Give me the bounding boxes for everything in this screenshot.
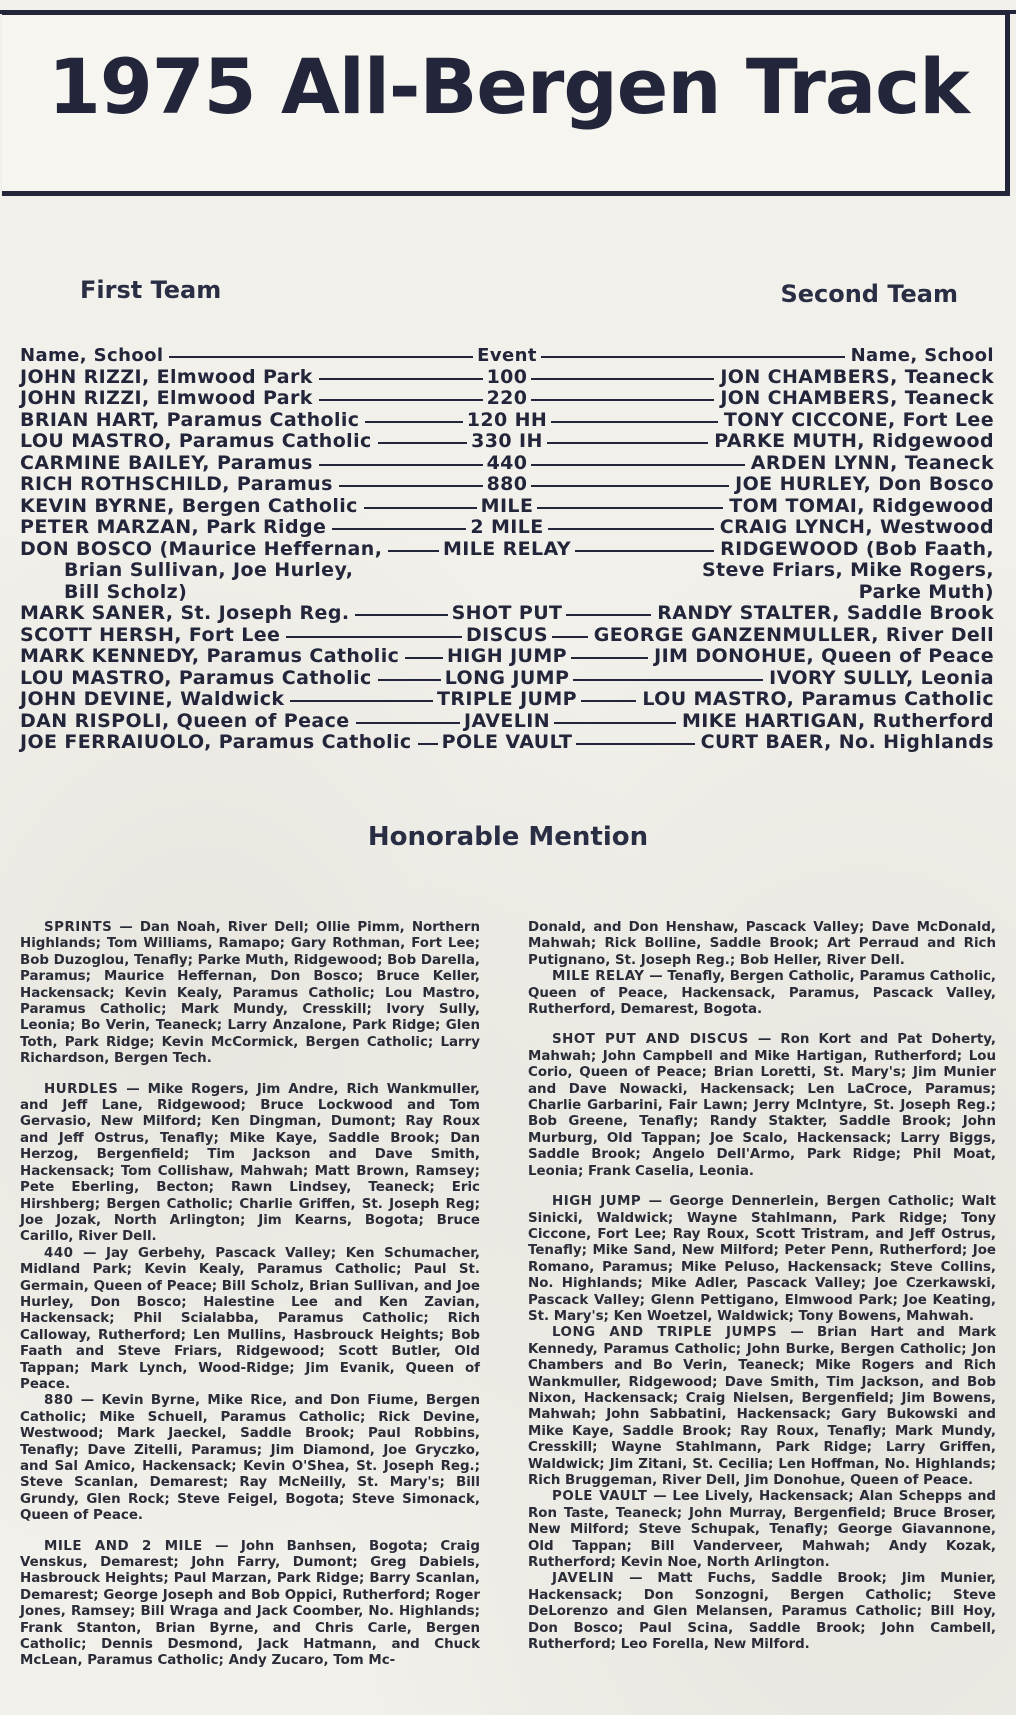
second-team-heading: Second Team	[780, 280, 958, 308]
honorable-mention-text: — Dan Noah, River Dell; Ollie Pimm, Northern Highlands; Tom Williams, Ramapo; Gary Rothman, Fort Lee; Bob Duzoglou, Tenafly; Parke Muth, Ridgewood; Bob Darella, Paramus; Maurice Heffernan, Don Bosco; Bruce Keller, Hackensack; Kevin Kealy, Paramus Catholic; Lou Mastro, Paramus Catholic; Mark Mundy, Cresskill; Ivory Sully, Leonia; Bo Verin, Teaneck; Larry Anzalone, Park Ridge; Glen Toth, Park Ridge; Kevin McCormick, Bergen Catholic; Larry Richardson, Bergen Tech.	[20, 920, 480, 1067]
connector-line	[356, 722, 460, 724]
first-team-entry: DAN RISPOLI, Queen of Peace	[20, 709, 350, 732]
honorable-mention-text: — George Dennerlein, Bergen Catholic; Walt Sinicki, Waldwick; Wayne Stahlmann, Park Ridge; Tony Ciccone, Fort Lee; Ray Roux, Scott Tristram, and Jeff Ostrus, Tenafly; Mike Sand, New Milford; Peter Penn, Rutherford; Joe Romano, Paramus; Mike Peluso, Hackensack; Steve Collins, No. Highlands; Mike Adler, Pascack Valley; Joe Czerkawski, Pascack Valley; Glenn Pettigano, Elmwood Park; Joe Keating, St. Mary's; Ken Woetzel, Waldwick; Tony Bowens, Mahwah.	[528, 1194, 996, 1324]
connector-line	[319, 464, 483, 466]
results-table	[20, 345, 994, 754]
second-team-entry: MIKE HARTIGAN, Rutherford	[681, 709, 994, 732]
table-row	[20, 539, 994, 561]
honorable-mention-paragraph	[20, 1246, 480, 1394]
connector-line	[575, 550, 714, 552]
table-row	[20, 453, 994, 475]
connector-line	[537, 507, 723, 509]
second-team-entry: Steve Friars, Mike Rogers,	[701, 559, 994, 581]
second-team-entry: LOU MASTRO, Paramus Catholic	[642, 688, 994, 710]
first-team-entry: BRIAN HART, Paramus Catholic	[20, 408, 360, 431]
honorable-mention-paragraph	[528, 1032, 996, 1180]
connector-line	[418, 743, 438, 745]
honorable-mention-right-column	[528, 920, 996, 1653]
event-label: 440	[44, 1245, 74, 1261]
connector-line	[378, 442, 468, 444]
table-row	[20, 517, 994, 539]
connector-line	[571, 657, 648, 659]
honorable-mention-text: — Brian Hart and Mark Kennedy, Paramus Catholic; John Burke, Bergen Catholic; Jon Chambers and Bo Verin, Teaneck; Mike Rogers and Rich Wankmuller, Ridgewood; Dave Smith, Tim Jackson, and Bob Nixon, Hackensack; Craig Nielsen, Bergenfield; Jim Bowens, Mahwah; John Sabbatini, Hackensack; Gary Bukowski and Mike Kaye, Saddle Brook; Ray Roux, Tenafly; Mark Mundy, Cresskill; Wayne Stahlmann, Park Ridge; Larry Griffen, Waldwick; Jim Zitani, St. Cecilia; Len Hoffman, No. Highlands; Rich Bruggeman, River Dell, Jim Donohue, Queen of Peace.	[528, 1325, 996, 1488]
connector-line	[332, 528, 466, 530]
connector-line	[405, 657, 443, 659]
second-team-entry: Parke Muth)	[858, 580, 994, 603]
second-team-entry: ARDEN LYNN, Teaneck	[750, 451, 994, 474]
event-name: MILE RELAY	[442, 537, 572, 560]
honorable-mention-paragraph	[528, 1325, 996, 1489]
first-team-entry: DON BOSCO (Maurice Heffernan,	[20, 537, 383, 560]
honorable-mention-paragraph	[20, 1082, 480, 1246]
connector-line	[548, 528, 714, 530]
first-team-entry: JOHN RIZZI, Elmwood Park	[20, 387, 313, 409]
event-name: 880	[486, 473, 528, 495]
table-row	[20, 582, 994, 604]
honorable-mention-paragraph	[528, 920, 996, 969]
event-name: 330 IH	[471, 430, 543, 452]
connector-line	[531, 399, 714, 401]
event-name: TRIPLE JUMP	[436, 688, 578, 710]
connector-line	[551, 421, 718, 423]
event-name: 2 MILE	[470, 516, 544, 538]
table-row	[20, 496, 994, 518]
event-label: MILE AND 2 MILE	[44, 1538, 203, 1554]
event-name: HIGH JUMP	[446, 645, 567, 667]
event-label: JAVELIN	[552, 1571, 615, 1587]
table-row	[20, 474, 994, 496]
honorable-mention-heading: Honorable Mention	[367, 822, 649, 852]
event-name: LONG JUMP	[444, 666, 570, 689]
first-team-entry: LOU MASTRO, Paramus Catholic	[20, 430, 372, 452]
event-label: HURDLES	[44, 1081, 119, 1097]
connector-line	[531, 485, 729, 487]
honorable-mention-text: — Ron Kort and Pat Doherty, Mahwah; John Campbell and Mike Hartigan, Rutherford; Lou Corio, Queen of Peace; Brian Loretti, St. Mary's; Jim Munier and Dave Nowacki, Hackensack; Len LaCroce, Paramus; Charlie Garbarini, Fair Lawn; Jerry McIntyre, St. Joseph Reg.; Bob Greene, Tenafly; Randy Stakter, Saddle Brook; John Murburg, Old Tappan; Joe Scalo, Hackensack; Larry Biggs, Saddle Brook; Angelo Dell'Armo, Park Ridge; Phil Moat, Leonia; Frank Caselia, Leonia.	[528, 1032, 996, 1179]
connector-line	[286, 636, 462, 638]
event-name: MILE	[480, 494, 534, 517]
connector-line	[365, 421, 462, 423]
second-team-entry: CRAIG LYNCH, Westwood	[719, 516, 994, 538]
first-team-entry: MARK KENNEDY, Paramus Catholic	[20, 645, 400, 667]
first-team-entry: MARK SANER, St. Joseph Reg.	[20, 602, 350, 624]
column-header-first: Name, School	[20, 345, 164, 366]
second-team-entry: IVORY SULLY, Leonia	[769, 666, 994, 689]
connector-line	[355, 614, 447, 616]
honorable-mention-paragraph	[528, 1194, 996, 1325]
honorable-mention-text: — Mike Rogers, Jim Andre, Rich Wankmuller, and Jeff Lane, Ridgewood; Bruce Lockwood and Tom Gervasio, New Milford; Ken Dingman, Dumont; Ray Roux and Jeff Ostrus, Tenafly; Mike Kaye, Saddle Brook; Dan Herzog, Bergenfield; Tim Jackson and Dave Smith, Hackensack; Tom Collishaw, Mahwah; Matt Brown, Ramsey; Pete Eberling, Becton; Rawn Lindsey, Teaneck; Eric Hirshberg; Bergen Catholic; Charlie Griffen, St. Joseph Reg; Joe Jozak, North Arlington; Jim Kearns, Bogota; Bruce Carillo, River Dell.	[20, 1081, 480, 1245]
honorable-mention-text: — Matt Fuchs, Saddle Brook; Jim Munier, Hackensack; Don Sonzogni, Bergen Catholic; Steve DeLorenzo and Glen Melansen, Paramus Catholic; Bill Hoy, Don Bosco; Paul Scina, Saddle Brook; John Cambell, Rutherford; Leo Forella, New Milford.	[528, 1571, 996, 1653]
first-team-entry: RICH ROTHSCHILD, Paramus	[20, 473, 333, 495]
event-name: 120 HH	[466, 408, 548, 431]
first-team-entry: JOHN RIZZI, Elmwood Park	[20, 365, 313, 388]
honorable-mention-text: — John Banhsen, Bogota; Craig Venskus, Demarest; John Farry, Dumont; Greg Dabiels, Hasbrouck Heights; Paul Marzan, Park Ridge; Barry Scanlan, Demarest; George Joseph and Bob Oppici, Rutherford; Roger Jones, Ramsey; Bill Wraga and Jack Coomber, No. Highlands; Frank Stanton, Brian Byrne, and Chris Carle, Bergen Catholic; Dennis Desmond, Jack Hatmann, and Chuck McLean, Paramus Catholic; Andy Zucaro, Tom Mc-	[20, 1538, 480, 1669]
table-row	[20, 560, 994, 582]
table-row	[20, 388, 994, 410]
connector-line	[576, 743, 694, 745]
honorable-mention-paragraph	[528, 1571, 996, 1653]
table-row	[20, 431, 994, 453]
event-label: HIGH JUMP	[552, 1194, 642, 1210]
connector-line	[319, 378, 483, 380]
first-team-entry: Brian Sullivan, Joe Hurley,	[64, 559, 354, 581]
second-team-entry: JOE HURLEY, Don Bosco	[735, 473, 994, 495]
honorable-mention-text: Donald, and Don Henshaw, Pascack Valley; Dave McDonald, Mahwah; Rick Bolline, Saddle Brook; Art Perraud and Rich Putignano, St. Joseph Reg.; Bob Heller, River Dell.	[528, 920, 996, 968]
honorable-mention-paragraph	[528, 969, 996, 1018]
event-name: JAVELIN	[463, 709, 551, 732]
honorable-mention-paragraph	[20, 920, 480, 1068]
first-team-entry: Bill Scholz)	[64, 580, 188, 603]
table-header	[20, 345, 994, 367]
connector-line	[541, 356, 845, 358]
second-team-entry: TONY CICCONE, Fort Lee	[723, 408, 994, 431]
event-label: LONG AND TRIPLE JUMPS	[552, 1325, 778, 1341]
second-team-entry: JON CHAMBERS, Teaneck	[720, 365, 994, 388]
connector-line	[378, 679, 441, 681]
event-name: 220	[486, 387, 528, 409]
connector-line	[531, 464, 744, 466]
connector-line	[554, 722, 676, 724]
first-team-entry: JOE FERRAIUOLO, Paramus Catholic	[20, 731, 412, 753]
second-team-entry: CURT BAER, No. Highlands	[700, 731, 994, 753]
honorable-mention-left-column	[20, 920, 480, 1670]
event-name: SHOT PUT	[451, 602, 563, 624]
event-name: 100	[486, 365, 528, 388]
column-header-second: Name, School	[850, 345, 994, 366]
event-label: 880	[44, 1393, 74, 1409]
second-team-entry: RANDY STALTER, Saddle Brook	[657, 602, 994, 624]
table-row	[20, 668, 994, 690]
first-team-entry: CARMINE BAILEY, Paramus	[20, 451, 313, 474]
event-label: SPRINTS	[44, 920, 113, 935]
first-team-entry: KEVIN BYRNE, Bergen Catholic	[20, 494, 358, 517]
event-label: POLE VAULT	[552, 1489, 648, 1505]
page-title: 1975 All-Bergen Track	[48, 42, 969, 131]
connector-line	[552, 636, 588, 638]
connector-line	[169, 356, 473, 358]
table-row	[20, 711, 994, 733]
connector-line	[339, 485, 483, 487]
honorable-mention-text: — Kevin Byrne, Mike Rice, and Don Fiume, Bergen Catholic; Mike Schuell, Paramus Catholic; Rick Devine, Westwood; Mark Jaeckel, Saddle Brook; Paul Robbins, Tenafly; Dave Zitelli, Paramus; Jim Diamond, Joe Gryczko, and Sal Amico, Hackensack; Kevin O'Shea, St. Joseph Reg.; Steve Scanlan, Demarest; Ray McNeilly, St. Mary's; Bill Grundy, Glen Rock; Steve Feigel, Bogota; Steve Simonack, Queen of Peace.	[20, 1393, 480, 1524]
honorable-mention-paragraph	[20, 1393, 480, 1524]
connector-line	[364, 507, 477, 509]
first-team-heading: First Team	[80, 276, 222, 304]
event-name: 440	[486, 451, 528, 474]
honorable-mention-paragraph	[20, 1539, 480, 1670]
second-team-entry: PARKE MUTH, Ridgewood	[714, 430, 994, 452]
table-row	[20, 689, 994, 711]
event-name: DISCUS	[466, 623, 548, 646]
event-label: SHOT PUT AND DISCUS	[552, 1032, 749, 1048]
second-team-entry: JON CHAMBERS, Teaneck	[720, 387, 994, 409]
second-team-entry: JIM DONOHUE, Queen of Peace	[654, 645, 994, 667]
connector-line	[573, 679, 763, 681]
second-team-entry: RIDGEWOOD (Bob Faath,	[720, 537, 994, 560]
honorable-mention-text: — Jay Gerbehy, Pascack Valley; Ken Schumacher, Midland Park; Kevin Kealy, Paramus Catholic; Paul St. Germain, Queen of Peace; Bill Scholz, Brian Sullivan, and Joe Hurley, Don Bosco; Halestine Lee and Ken Zavian, Hackensack; Phil Scialabba, Paramus Catholic; Rich Calloway, Rutherford; Len Mullins, Hasbrouck Heights; Bob Faath and Steve Friars, Ridgewood; Scott Butler, Old Tappan; Mark Lynch, Wood-Ridge; Jim Evanik, Queen of Peace.	[20, 1245, 480, 1392]
first-team-entry: PETER MARZAN, Park Ridge	[20, 516, 327, 538]
connector-line	[531, 378, 714, 380]
connector-line	[290, 700, 433, 702]
table-row	[20, 646, 994, 668]
event-label: MILE RELAY	[552, 969, 645, 985]
connector-line	[566, 614, 651, 616]
first-team-entry: LOU MASTRO, Paramus Catholic	[20, 666, 372, 689]
event-name: POLE VAULT	[441, 731, 573, 753]
table-row	[20, 625, 994, 647]
honorable-mention-paragraph	[528, 1489, 996, 1571]
table-row	[20, 367, 994, 389]
column-header-event: Event	[477, 345, 537, 366]
first-team-entry: SCOTT HERSH, Fort Lee	[20, 623, 281, 646]
connector-line	[547, 442, 708, 444]
second-team-entry: TOM TOMAI, Ridgewood	[729, 494, 994, 517]
connector-line	[388, 550, 439, 552]
table-row	[20, 732, 994, 754]
honorable-mention-text: — Tenafly, Bergen Catholic, Paramus Catholic, Queen of Peace, Hackensack, Paramus, Pascack Valley, Rutherford, Demarest, Bogota.	[528, 969, 996, 1018]
honorable-mention-text: — Lee Lively, Hackensack; Alan Schepps and Ron Taste, Teaneck; John Murray, Bergenfield; Bruce Broser, New Milford; Steve Schupak, Tenafly; George Giavannone, Old Tappan; Bill Vanderveer, Mahwah; Andy Kozak, Rutherford; Kevin Noe, North Arlington.	[528, 1489, 996, 1571]
second-team-entry: GEORGE GANZENMULLER, River Dell	[593, 623, 994, 646]
first-team-entry: JOHN DEVINE, Waldwick	[20, 688, 285, 710]
table-row	[20, 603, 994, 625]
connector-line	[581, 700, 636, 702]
connector-line	[319, 399, 483, 401]
table-row	[20, 410, 994, 432]
